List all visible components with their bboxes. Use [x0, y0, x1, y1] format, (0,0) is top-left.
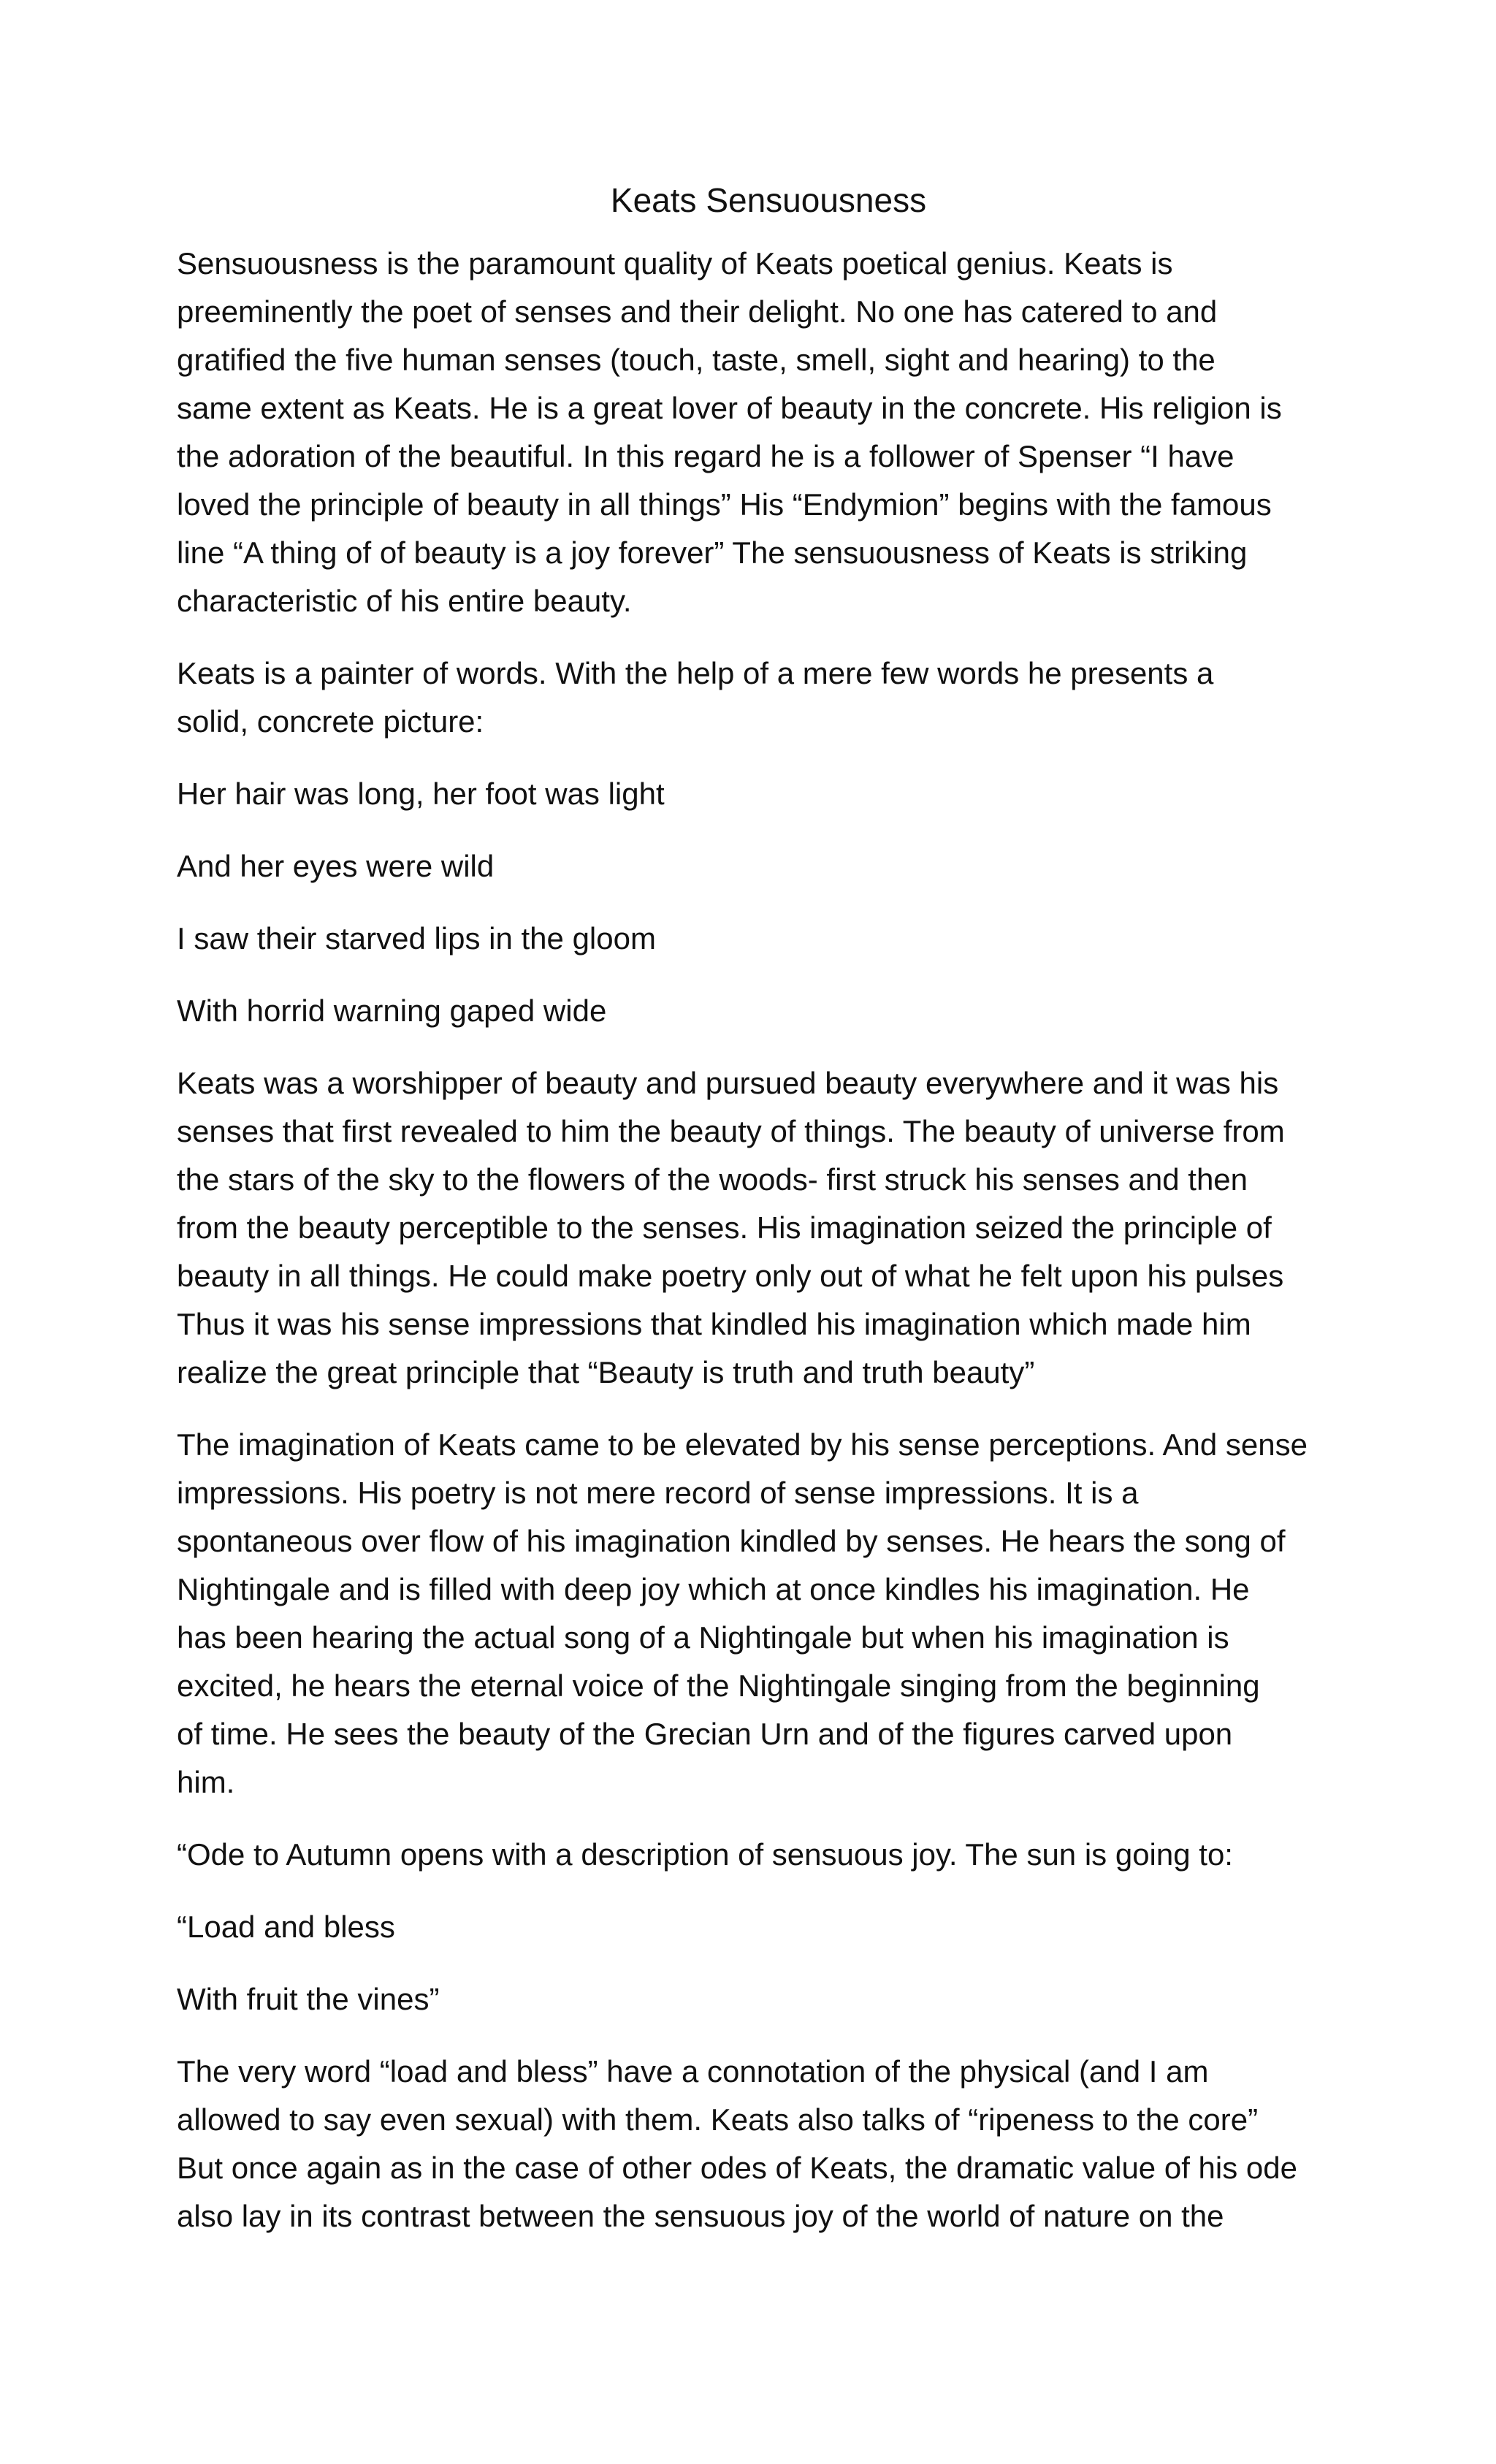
text-line: The very word “load and bless” have a connotation of the physical (and I am: [177, 2054, 1209, 2089]
paragraph-imagination: [177, 1421, 1346, 1807]
text-line: allowed to say even sexual) with them. Keats also talks of “ripeness to the core”: [177, 2102, 1259, 2137]
text-line: Thus it was his sense impressions that kindled his imagination which made him: [177, 1307, 1251, 1341]
text-line: the stars of the sky to the flowers of the woods- first struck his senses and then: [177, 1162, 1248, 1197]
text-line: senses that first revealed to him the beauty of things. The beauty of universe from: [177, 1114, 1285, 1148]
text-line: And her eyes were wild: [177, 849, 495, 883]
verse-line: [177, 770, 1346, 818]
text-line: realize the great principle that “Beauty is truth and truth beauty”: [177, 1355, 1035, 1389]
text-line: from the beauty perceptible to the senses. His imagination seized the principle of: [177, 1210, 1272, 1245]
text-line: “Ode to Autumn opens with a description of sensuous joy. The sun is going to:: [177, 1837, 1233, 1872]
text-line: him.: [177, 1765, 235, 1799]
text-line: Keats is a painter of words. With the help of a mere few words he presents a: [177, 656, 1214, 690]
text-line: Her hair was long, her foot was light: [177, 777, 665, 811]
text-line: With horrid warning gaped wide: [177, 993, 607, 1028]
text-line: I saw their starved lips in the gloom: [177, 921, 656, 956]
paragraph-painter-of-words: [177, 649, 1346, 746]
text-line: impressions. His poetry is not mere record of sense impressions. It is a: [177, 1476, 1139, 1510]
paragraph-ode-to-autumn: [177, 1831, 1346, 1879]
verse-line: [177, 987, 1346, 1035]
verse-line: [177, 842, 1346, 890]
text-line: same extent as Keats. He is a great lover of beauty in the concrete. His religion is: [177, 391, 1282, 425]
text-line: Sensuousness is the paramount quality of Keats poetical genius. Keats is: [177, 246, 1173, 281]
text-line: characteristic of his entire beauty.: [177, 584, 632, 618]
text-line: solid, concrete picture:: [177, 704, 484, 739]
paragraph-intro: [177, 240, 1346, 625]
text-line: The imagination of Keats came to be elevated by his sense perceptions. And sense: [177, 1427, 1308, 1462]
text-line: “Load and bless: [177, 1910, 395, 1944]
paragraph-worshipper-of-beauty: [177, 1059, 1346, 1397]
text-line: the adoration of the beautiful. In this regard he is a follower of Spenser “I have: [177, 439, 1234, 473]
page-title: Keats Sensuousness: [610, 181, 927, 219]
paragraph-load-and-bless: [177, 2048, 1346, 2240]
text-line: loved the principle of beauty in all things” His “Endymion” begins with the famous: [177, 487, 1272, 522]
text-line: spontaneous over flow of his imagination kindled by senses. He hears the song of: [177, 1524, 1286, 1558]
text-line: But once again as in the case of other odes of Keats, the dramatic value of his ode: [177, 2151, 1297, 2185]
text-line: Nightingale and is filled with deep joy which at once kindles his imagination. He: [177, 1572, 1250, 1606]
verse-line: [177, 1975, 1346, 2024]
verse-line: [177, 915, 1346, 963]
text-line: also lay in its contrast between the sensuous joy of the world of nature on the: [177, 2199, 1224, 2233]
text-line: gratified the five human senses (touch, taste, smell, sight and hearing) to the: [177, 343, 1216, 377]
document-body: [177, 171, 1346, 2265]
text-line: of time. He sees the beauty of the Grecian Urn and of the figures carved upon: [177, 1717, 1233, 1751]
verse-line: [177, 1903, 1346, 1951]
text-line: line “A thing of of beauty is a joy forever” The sensuousness of Keats is striking: [177, 535, 1248, 570]
text-line: beauty in all things. He could make poetry only out of what he felt upon his pulses: [177, 1259, 1284, 1293]
text-line: excited, he hears the eternal voice of the Nightingale singing from the beginning: [177, 1668, 1260, 1703]
text-line: Keats was a worshipper of beauty and pursued beauty everywhere and it was his: [177, 1066, 1279, 1100]
text-line: preeminently the poet of senses and their delight. No one has catered to and: [177, 294, 1218, 329]
text-line: With fruit the vines”: [177, 1982, 440, 2016]
text-line: has been hearing the actual song of a Nightingale but when his imagination is: [177, 1620, 1229, 1655]
